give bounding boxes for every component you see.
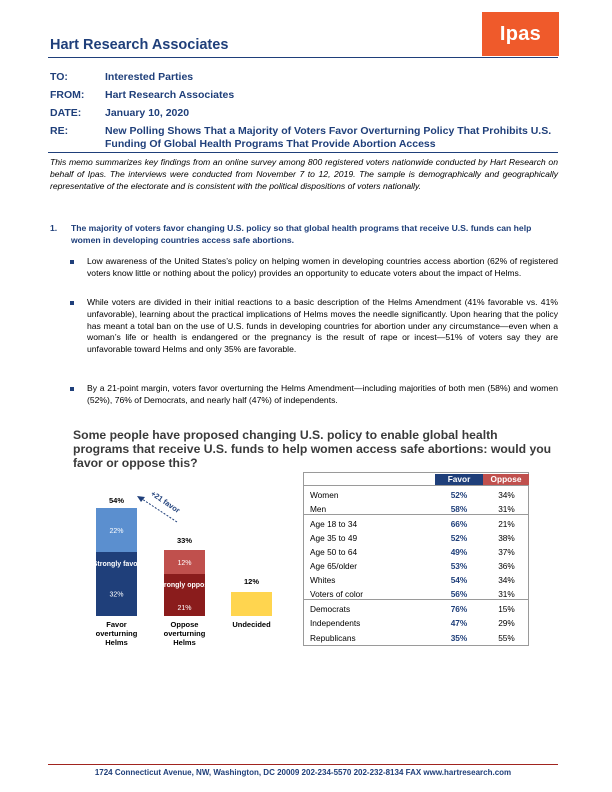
row-group-label: Age 35 to 49 — [310, 533, 358, 543]
row-favor-value: 52% — [450, 533, 468, 543]
memo-date-value: January 10, 2020 — [105, 107, 190, 119]
chart-title: Some people have proposed changing U.S. policy to enable global health programs that receive U.S. funds to help women access safe abortions: would you favor or oppose this? — [73, 428, 552, 470]
category-label-undecided: Undecided — [232, 620, 271, 629]
category-label-oppose: Oppose overturning Helms — [163, 620, 206, 647]
row-oppose-value: 34% — [498, 490, 515, 500]
segment-label-oppose-soft: 12% — [177, 560, 192, 567]
row-group-label: Age 18 to 34 — [310, 519, 358, 529]
favor-column-header: Favor — [435, 474, 483, 485]
table-row — [304, 617, 530, 629]
row-favor-value: 54% — [450, 575, 468, 585]
bullet-3 — [87, 383, 558, 407]
memo-re-value: New Polling Shows That a Majority of Voters Favor Overturning Policy That Prohibits U.S. Funding Of Global Health Programs That Provide Abortion Access — [105, 125, 552, 150]
table-row — [304, 560, 530, 572]
total-label-oppose: 33% — [176, 536, 193, 545]
intro-paragraph: This memo summarizes key findings from an online survey among 800 registered voters nationwide conducted by Hart Research on behalf of Ipas. The interviews were conducted from November 7 to 12, 2019. The sample is demographically and geographically representative of the electorate and is consistent with the political dispositions of voters nationally. — [50, 157, 558, 191]
row-oppose-value: 38% — [498, 533, 515, 543]
row-oppose-value: 55% — [498, 633, 515, 643]
bullet-2 — [87, 297, 558, 356]
memo-from-value: Hart Research Associates — [105, 89, 235, 101]
bullet-2-text: While voters are divided in their initial reactions to a basic description of the Helms Amendment (41% favorable vs. 41% unfavorable), learning about the practical implications of Helms moves the needle significantly. Upon hearing that the policy has meant a total ban on the use of U.S. funds in developing countries for abortion under any circumstance—even when a woman’s life or health is endangered or the pregnancy is the result of rape or incest—51% of voters say they are unfavorable toward Helms and only 35% are favorable. — [87, 297, 558, 355]
bullet-3-marker — [70, 387, 74, 391]
memo-re-label: RE: — [50, 125, 69, 137]
row-favor-value: 47% — [450, 618, 468, 628]
row-favor-value: 52% — [450, 490, 468, 500]
crosstab-table — [303, 472, 529, 646]
table-row — [304, 546, 530, 558]
row-oppose-value: 29% — [498, 618, 515, 628]
row-favor-value: 53% — [450, 561, 468, 571]
row-oppose-value: 31% — [498, 589, 515, 599]
bullet-3-text: By a 21-point margin, voters favor overturning the Helms Amendment—including majorities of both men (58%) and women (52%), 76% of Democrats, and nearly half (47%) of independents. — [87, 383, 558, 405]
strongly-favor-label: Strongly favor — [92, 561, 141, 568]
row-group-label: Men — [310, 504, 327, 514]
row-group-label: Age 50 to 64 — [310, 547, 358, 557]
arrow-head-icon — [137, 496, 145, 502]
memo-to-value: Interested Parties — [105, 71, 194, 83]
finding-1-text: The majority of voters favor changing U.S. policy so that global health programs that receive U.S. funds can help women in developing countries access safe abortions. — [71, 223, 532, 245]
bullet-1-text: Low awareness of the United States’s policy on helping women in developing countries access abortion (62% of registered voters know little or nothing about the policy) provides an opportunity to educate voters about the impact of Helms. — [87, 256, 558, 278]
bullet-2-marker — [70, 301, 74, 305]
footer-rule — [48, 764, 558, 765]
row-group-label: Whites — [310, 575, 336, 585]
favor-oppose-bar-chart — [60, 470, 300, 660]
row-oppose-value: 21% — [498, 519, 515, 529]
row-oppose-value: 36% — [498, 561, 515, 571]
table-row — [304, 489, 530, 501]
row-group-label: Women — [310, 490, 339, 500]
table-row — [304, 574, 530, 586]
row-group-label: Republicans — [310, 633, 356, 643]
table-row — [304, 603, 530, 615]
row-oppose-value: 15% — [498, 604, 515, 614]
bullet-1 — [87, 256, 558, 280]
row-favor-value: 56% — [450, 589, 468, 599]
memo-to-label: TO: — [50, 71, 68, 83]
footer-address: 1724 Connecticut Avenue, NW, Washington, DC 20009 202-234-5570 202-232-8134 FAX www.hartresearch.com — [94, 768, 512, 777]
category-label-favor: Favor overturning Helms — [95, 620, 138, 647]
row-group-label: Age 65/older — [310, 561, 358, 571]
row-oppose-value: 31% — [498, 504, 515, 514]
row-group-label: Voters of color — [310, 589, 364, 599]
total-label-favor: 54% — [108, 496, 125, 505]
segment-label-favor-soft: 22% — [109, 528, 124, 535]
table-row — [304, 518, 530, 530]
row-favor-value: 66% — [450, 519, 468, 529]
segment-label-oppose-strong: 21% — [177, 605, 192, 612]
ipas-logo: Ipas — [482, 12, 559, 56]
finding-1-number: 1. — [50, 223, 58, 233]
table-row — [304, 532, 530, 544]
bar-undecided — [231, 592, 272, 616]
strongly-oppose-label: Strongly oppose — [156, 582, 213, 589]
table-divider — [304, 599, 528, 600]
total-label-undecided: 12% — [243, 577, 260, 586]
table-header-divider — [304, 485, 528, 486]
memo-from-label: FROM: — [50, 89, 85, 101]
row-group-label: Democrats — [310, 604, 351, 614]
row-oppose-value: 34% — [498, 575, 515, 585]
oppose-column-header: Oppose — [483, 474, 529, 485]
memo-date-label: DATE: — [50, 107, 82, 119]
firm-name: Hart Research Associates — [50, 37, 229, 53]
row-favor-value: 76% — [450, 604, 468, 614]
memo-rule — [48, 152, 558, 153]
segment-label-favor-strong: 32% — [109, 591, 124, 599]
bullet-1-marker — [70, 260, 74, 264]
table-row — [304, 632, 530, 644]
table-divider — [304, 514, 528, 515]
row-group-label: Independents — [310, 618, 361, 628]
header-rule — [48, 57, 558, 58]
row-favor-value: 35% — [450, 633, 468, 643]
row-favor-value: 58% — [450, 504, 468, 514]
margin-annotation: +21 favor — [149, 488, 182, 515]
row-oppose-value: 37% — [498, 547, 515, 557]
row-favor-value: 49% — [450, 547, 468, 557]
